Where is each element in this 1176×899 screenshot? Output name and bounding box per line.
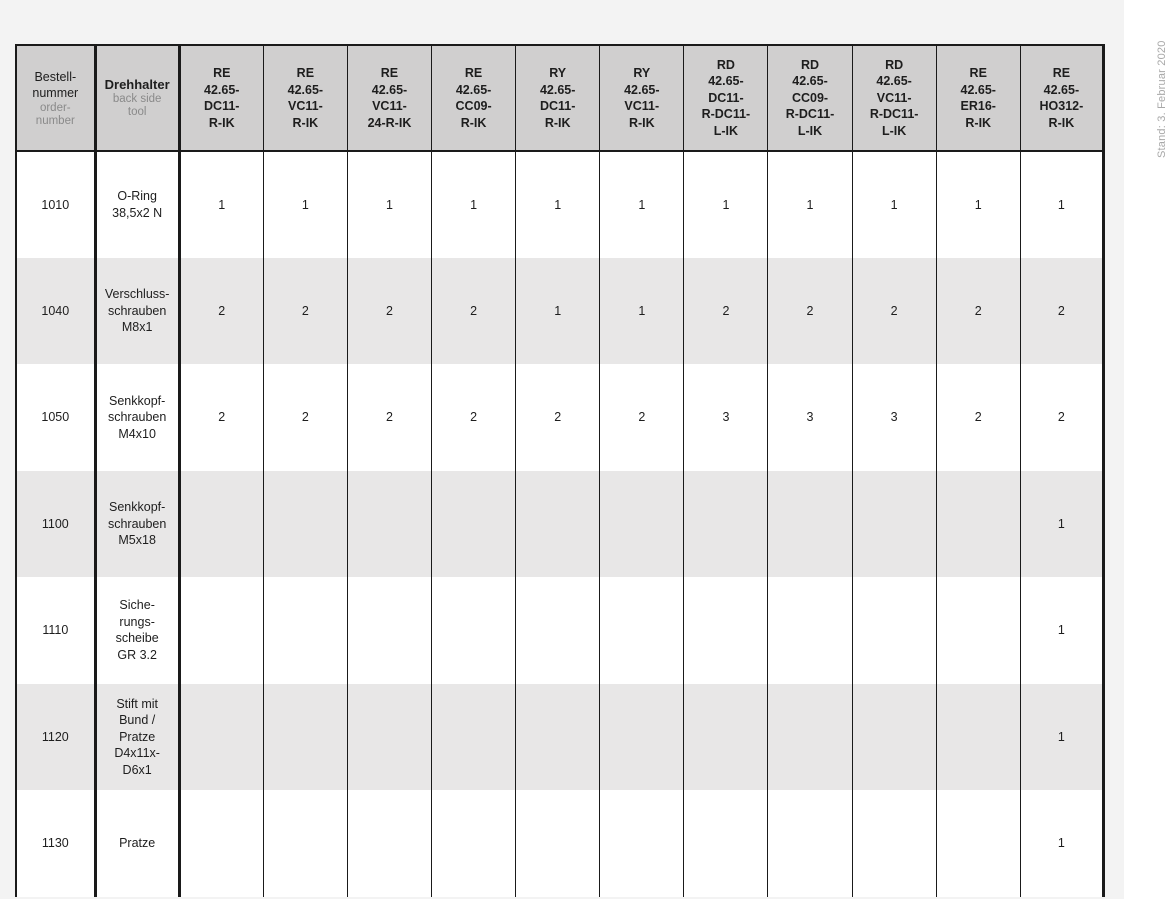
header-variant [936, 45, 1020, 151]
quantity-cell [684, 790, 768, 897]
quantity-cell [179, 577, 263, 684]
quantity-cell: 1 [263, 151, 347, 258]
header-variant-label: RY 42.65- VC11- R-IK [624, 66, 660, 130]
header-variant [600, 45, 684, 151]
quantity-cell [347, 790, 431, 897]
table-row [16, 790, 1104, 897]
header-variant-label: RD 42.65- VC11- R-DC11- L-IK [869, 57, 919, 138]
quantity-cell [516, 471, 600, 578]
quantity-cell [936, 684, 1020, 791]
part-name-cell: Stift mit Bund / Pratze D4x11x- D6x1 [95, 684, 179, 791]
quantity-cell [347, 471, 431, 578]
part-name-cell: Senkkopf- schrauben M4x10 [95, 364, 179, 471]
header-variant-label: RD 42.65- CC09- R-DC11- L-IK [785, 57, 835, 138]
header-variant-label: RE 42.65- VC11- R-IK [287, 66, 324, 130]
quantity-cell [768, 577, 852, 684]
quantity-cell: 2 [263, 364, 347, 471]
table-row [16, 577, 1104, 684]
header-variant [852, 45, 936, 151]
quantity-cell [852, 684, 936, 791]
parts-table [15, 44, 1105, 897]
quantity-cell: 1 [1020, 471, 1103, 578]
order-number-cell: 1120 [16, 684, 95, 791]
quantity-cell [600, 577, 684, 684]
header-variant-label: RD 42.65- DC11- R-DC11- L-IK [701, 57, 751, 138]
quantity-cell [432, 790, 516, 897]
quantity-cell [684, 577, 768, 684]
order-number-cell: 1130 [16, 790, 95, 897]
part-name-cell: Verschluss- schrauben M8x1 [95, 258, 179, 365]
header-variant [1020, 45, 1103, 151]
header-variant-label: RE 42.65- ER16- R-IK [960, 66, 996, 130]
quantity-cell: 2 [852, 258, 936, 365]
header-variant [432, 45, 516, 151]
order-number-cell: 1100 [16, 471, 95, 578]
part-name-cell: O-Ring 38,5x2 N [95, 151, 179, 258]
quantity-cell: 1 [432, 151, 516, 258]
quantity-cell [600, 790, 684, 897]
quantity-cell [936, 790, 1020, 897]
table-row [16, 364, 1104, 471]
quantity-cell: 1 [347, 151, 431, 258]
quantity-cell: 3 [768, 364, 852, 471]
quantity-cell: 2 [936, 258, 1020, 365]
quantity-cell: 2 [179, 364, 263, 471]
header-order-number-de: Bestell- nummer [32, 69, 79, 100]
quantity-cell [600, 471, 684, 578]
quantity-cell [684, 684, 768, 791]
quantity-cell: 2 [432, 258, 516, 365]
quantity-cell: 2 [936, 364, 1020, 471]
quantity-cell: 2 [1020, 258, 1103, 365]
quantity-cell: 2 [1020, 364, 1103, 471]
quantity-cell: 1 [600, 258, 684, 365]
header-variant [684, 45, 768, 151]
quantity-cell [179, 790, 263, 897]
order-number-cell: 1050 [16, 364, 95, 471]
table-header-row [16, 45, 1104, 151]
table-row [16, 151, 1104, 258]
quantity-cell [936, 471, 1020, 578]
header-variant [347, 45, 431, 151]
quantity-cell: 2 [768, 258, 852, 365]
quantity-cell: 2 [263, 258, 347, 365]
header-order-number [16, 45, 95, 151]
quantity-cell [263, 790, 347, 897]
order-number-cell: 1010 [16, 151, 95, 258]
quantity-cell: 1 [179, 151, 263, 258]
header-holder [95, 45, 179, 151]
quantity-cell: 1 [1020, 151, 1103, 258]
quantity-cell [432, 577, 516, 684]
quantity-cell [684, 471, 768, 578]
quantity-cell: 2 [179, 258, 263, 365]
quantity-cell: 1 [1020, 577, 1103, 684]
part-name-cell: Pratze [95, 790, 179, 897]
header-holder-de: Drehhalter [104, 76, 170, 92]
quantity-cell [516, 684, 600, 791]
quantity-cell: 2 [347, 258, 431, 365]
quantity-cell [263, 684, 347, 791]
quantity-cell [852, 577, 936, 684]
quantity-cell: 2 [347, 364, 431, 471]
quantity-cell: 1 [516, 151, 600, 258]
quantity-cell: 1 [1020, 790, 1103, 897]
quantity-cell: 2 [432, 364, 516, 471]
quantity-cell [600, 684, 684, 791]
header-variant-label: RE 42.65- DC11- R-IK [204, 66, 240, 130]
quantity-cell [263, 577, 347, 684]
quantity-cell [768, 471, 852, 578]
quantity-cell: 1 [768, 151, 852, 258]
quantity-cell: 1 [684, 151, 768, 258]
header-variant-label: RY 42.65- DC11- R-IK [539, 66, 576, 130]
order-number-cell: 1110 [16, 577, 95, 684]
header-order-number-en: order- number [35, 101, 75, 127]
quantity-cell: 1 [516, 258, 600, 365]
table-row [16, 258, 1104, 365]
quantity-cell: 3 [852, 364, 936, 471]
quantity-cell: 2 [600, 364, 684, 471]
header-variant [516, 45, 600, 151]
header-variant-label: RE 42.65- VC11- 24-R-IK [367, 66, 412, 130]
quantity-cell [263, 471, 347, 578]
quantity-cell [768, 790, 852, 897]
quantity-cell: 3 [684, 364, 768, 471]
quantity-cell [347, 684, 431, 791]
order-number-cell: 1040 [16, 258, 95, 365]
quantity-cell [432, 471, 516, 578]
part-name-cell: Siche- rungs- scheibe GR 3.2 [95, 577, 179, 684]
table-row [16, 684, 1104, 791]
part-name-cell: Senkkopf- schrauben M5x18 [95, 471, 179, 578]
date-stamp: Stand: 3. Februar 2020 [1156, 40, 1168, 158]
header-variant [263, 45, 347, 151]
header-holder-en: back side tool [112, 93, 162, 119]
header-variant [768, 45, 852, 151]
header-variant-label: RE 42.65- HO312- R-IK [1039, 66, 1084, 130]
quantity-cell: 2 [684, 258, 768, 365]
quantity-cell: 1 [936, 151, 1020, 258]
quantity-cell [852, 790, 936, 897]
header-variant-label: RE 42.65- CC09- R-IK [455, 66, 492, 130]
quantity-cell [516, 790, 600, 897]
quantity-cell [432, 684, 516, 791]
quantity-cell [768, 684, 852, 791]
quantity-cell: 2 [516, 364, 600, 471]
quantity-cell [852, 471, 936, 578]
quantity-cell [936, 577, 1020, 684]
quantity-cell: 1 [1020, 684, 1103, 791]
quantity-cell [347, 577, 431, 684]
header-variant [179, 45, 263, 151]
quantity-cell [516, 577, 600, 684]
table-row [16, 471, 1104, 578]
quantity-cell: 1 [600, 151, 684, 258]
quantity-cell [179, 471, 263, 578]
quantity-cell [179, 684, 263, 791]
quantity-cell: 1 [852, 151, 936, 258]
